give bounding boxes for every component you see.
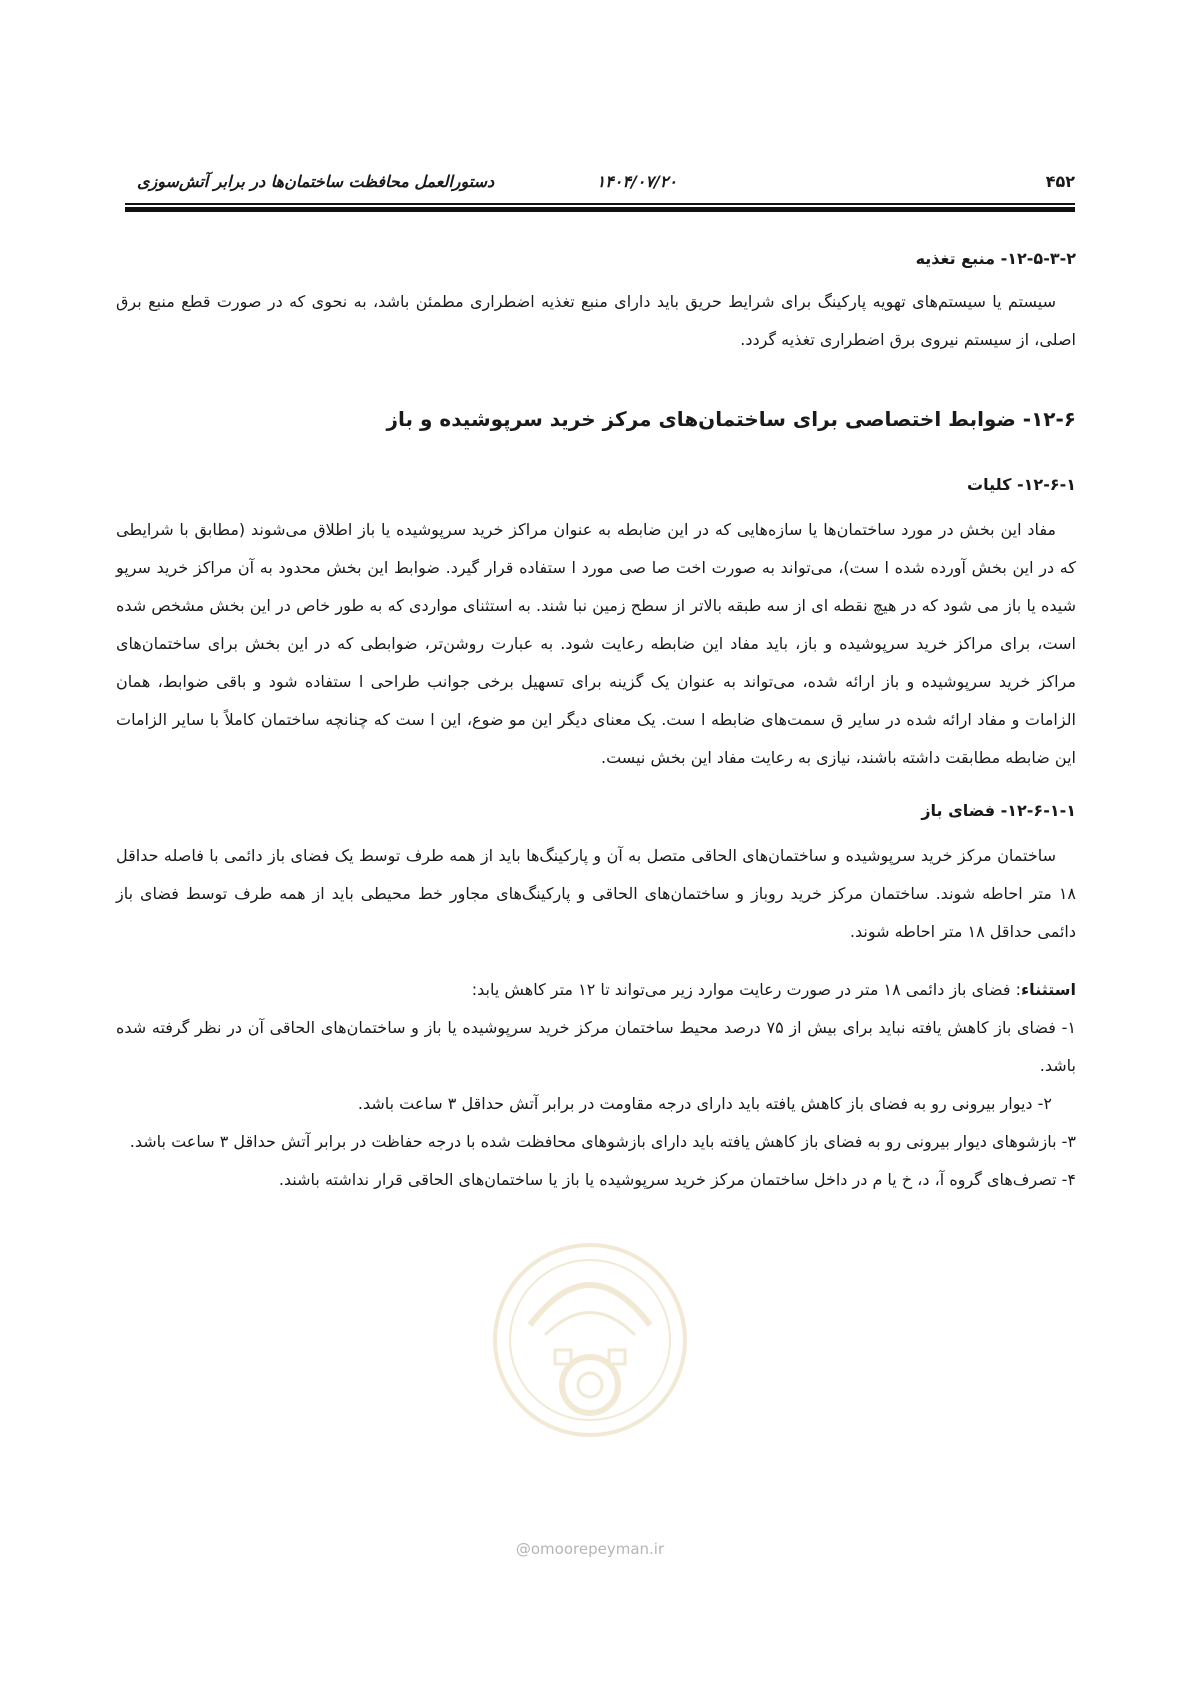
paragraph-power-supply: سیستم یا سیستم‌های تهویه پارکینگ برای شرایط حریق باید دارای منبع تغذیه اضطراری مطمئن باشد، به نحوی که در صورت قطع منبع برق اصلی، از سیستم نیروی برق اضطراری تغذیه گردد. xyxy=(116,292,1076,349)
exception-intro-text: : فضای باز دائمی ۱۸ متر در صورت رعایت موارد زیر می‌تواند تا ۱۲ متر کاهش یابد: xyxy=(471,980,1021,999)
section-heading-power-supply: ۱۲-۵-۳-۲- منبع تغذیه xyxy=(915,249,1076,268)
header-date: ۱۴۰۴/۰۷/۲۰ xyxy=(596,172,677,191)
exception-label: استثناء xyxy=(1021,980,1076,999)
running-header xyxy=(125,168,1075,198)
exception-item: ۲- دیوار بیرونی رو به فضای باز کاهش یافته باید دارای درجه مقاومت در برابر آتش حداقل ۳ ساعت باشد. xyxy=(357,1094,1052,1113)
header-rule-thin xyxy=(125,203,1075,205)
page-content xyxy=(116,243,1076,1199)
exception-item: ۱- فضای باز کاهش یافته نباید برای بیش از ۷۵ درصد محیط ساختمان مرکز خرید سرپوشیده یا باز و ساختمان‌های الحاقی آن در نظر گرفته شده باشد. xyxy=(116,1018,1076,1075)
header-title: دستورالعمل محافظت ساختمان‌ها در برابر آتش‌سوزی xyxy=(137,172,495,191)
header-rule-thick xyxy=(125,207,1075,212)
section-heading-open-space: ۱۲-۶-۱-۱- فضای باز xyxy=(921,801,1076,820)
paragraph-open-space: ساختمان مرکز خرید سرپوشیده و ساختمان‌های الحاقی متصل به آن و پارکینگ‌ها باید از همه طرف توسط یک فضای باز دائمی با فاصله حداقل ۱۸ متر احاطه شوند. ساختمان مرکز خرید روباز و ساختمان‌های الحاقی و پارکینگ‌های مجاور خط محیطی باید از همه طرف توسط فضای باز دائمی حداقل ۱۸ متر احاطه شوند. xyxy=(116,846,1076,941)
watermark-url: @omoorepeyman.ir xyxy=(515,1540,665,1558)
section-heading-shopping-centers: ۱۲-۶- ضوابط اختصاصی برای ساختمان‌های مرکز خرید سرپوشیده و باز xyxy=(386,407,1076,431)
exception-item: ۳- بازشوهای دیوار بیرونی رو به فضای باز کاهش یافته باید دارای بازشوهای محافظت شده با درجه حفاظت در برابر آتش حداقل ۳ ساعت باشد. xyxy=(129,1132,1076,1151)
paragraph-general: مفاد این بخش در مورد ساختمان‌ها یا سازه‌هایی که در این ضابطه به عنوان مراکز خرید سرپوشیده یا باز اطلاق می‌شوند (مطابق با شرایطی که در این بخش آورده شده ا ست)، می‌تواند به صورت اخت صا صی مورد ا ستفاده قرار گیرد. ضوابط این بخش محدود به آن مراکز خرید سرپو شیده یا باز می شود که در هیچ نقطه ای از سه طبقه بالاتر از سطح زمین نبا شند. به استثنای مواردی که به طور خاص در این بخش مشخص شده است، برای مراکز خرید سرپوشیده و باز، باید مفاد این ضابطه رعایت شود. به عبارت روشن‌تر، ضوابطی که در این بخش برای ساختمان‌های مراکز خرید سرپوشیده و باز ارائه شده، می‌تواند به عنوان یک گزینه برای تسهیل برخی جوانب طراحی ا ستفاده شود و باقی ضوابط، همان الزامات و مفاد ارائه شده در سایر ق سمت‌های ضابطه ا ست. یک معنای دیگر این مو ضوع، این ا ست که چنانچه ساختمان کاملاً با سایر الزامات این ضابطه مطابقت داشته باشند، نیازی به رعایت مفاد این بخش نیست. xyxy=(116,520,1076,767)
section-heading-general: ۱۲-۶-۱- کلیات xyxy=(966,475,1076,494)
watermark-seal-logo xyxy=(485,1215,695,1465)
page-number: ۴۵۲ xyxy=(1045,172,1075,191)
exception-item: ۴- تصرف‌های گروه آ، د، خ یا م در داخل ساختمان مرکز خرید سرپوشیده یا باز یا ساختمان‌های الحاقی قرار نداشته باشند. xyxy=(278,1170,1076,1189)
exception-intro xyxy=(116,971,1076,1009)
